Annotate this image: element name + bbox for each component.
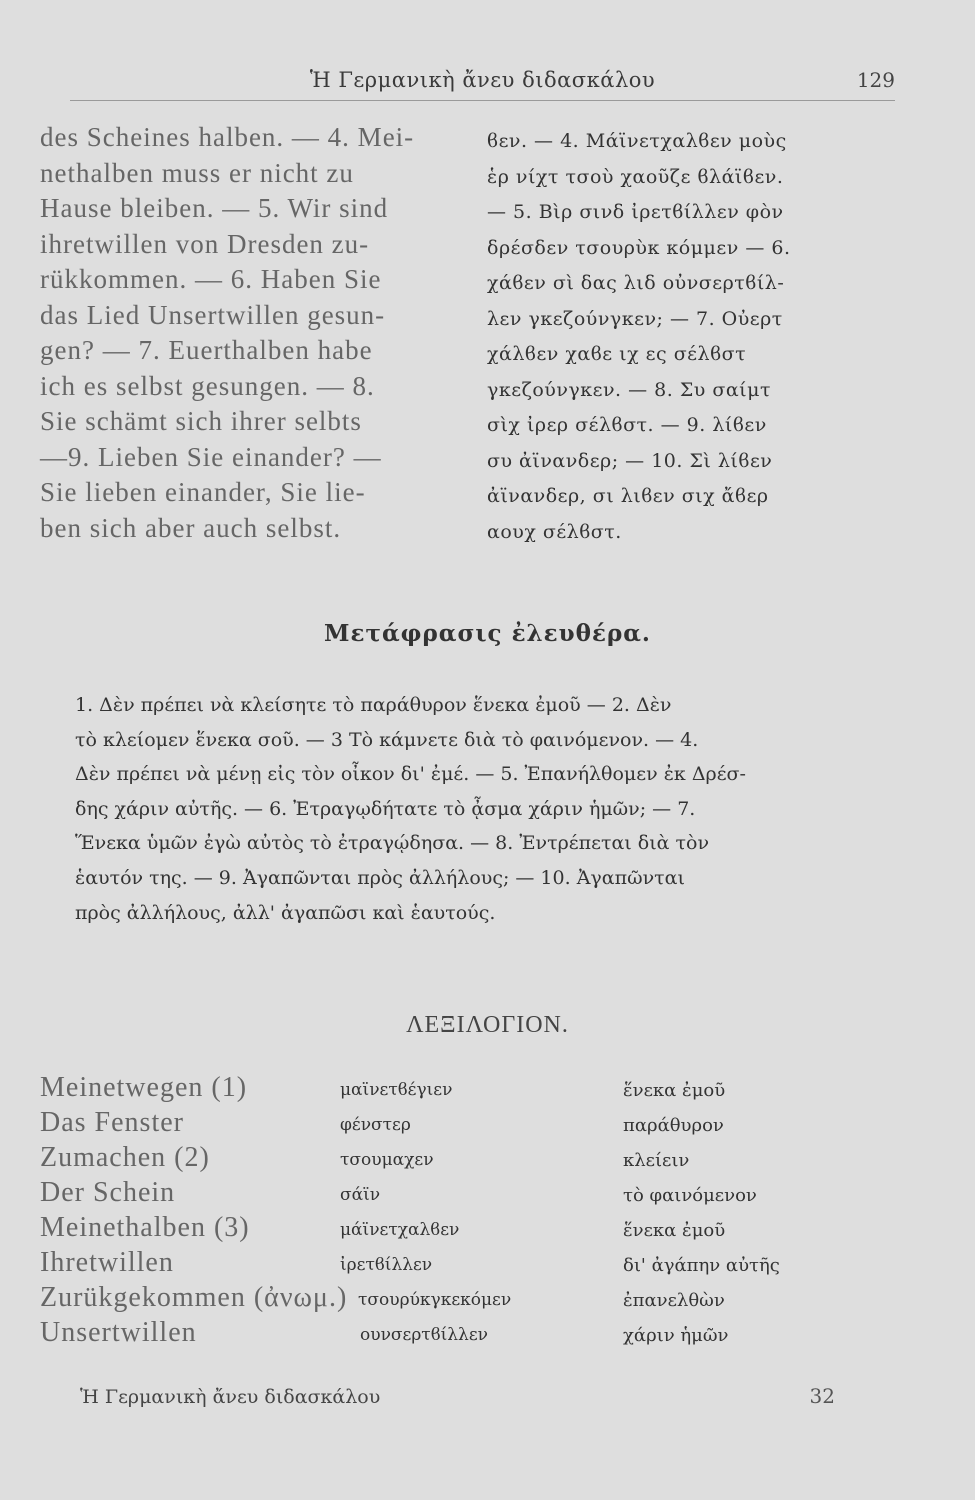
vocab-german: Der Schein [40, 1177, 176, 1208]
vocab-german: Zumachen (2) [40, 1142, 210, 1173]
greek-line: ἀϊνανδερ, σι λιϐεν σιχ ἄϐερ [487, 485, 769, 507]
vocab-transliteration: φένστερ [340, 1115, 411, 1135]
greek-line: γκεζούνγκεν. — 8. Συ σαίμτ [487, 378, 771, 401]
vocabulary-table [40, 1072, 935, 1352]
page-number: 129 [856, 68, 895, 92]
vocab-row [40, 1212, 935, 1247]
vocab-german: Unsertwillen [40, 1317, 197, 1348]
german-line: rükkommen. — 6. Haben Sie [40, 264, 382, 294]
vocab-greek: ἐπανελθὼν [623, 1290, 725, 1311]
vocab-greek: τὸ φαινόμενον [623, 1185, 757, 1206]
german-line: —9. Lieben Sie einander? — [40, 441, 382, 472]
german-line: Hause bleiben. — 5. Wir sind [40, 193, 389, 223]
german-line: gen? — 7. Euerthalben habe [40, 335, 373, 365]
greek-transliteration-column [487, 124, 947, 550]
vocab-greek: κλείειν [623, 1150, 690, 1171]
german-line: Sie schämt sich ihrer selbts [40, 406, 362, 436]
footer-title: Ἡ Γερμανικὴ ἄνευ διδασκάλου [80, 1386, 381, 1408]
vocab-row [40, 1142, 935, 1177]
greek-line: — 5. Βὶρ σινδ ἰρετϐίλλεν φὸν [487, 201, 784, 223]
vocab-transliteration: ἰρετϐίλλεν [340, 1255, 433, 1275]
vocab-german: Zurükgekommen (ἀνωμ.) [40, 1282, 348, 1313]
vocab-row [40, 1247, 935, 1282]
german-line: ihretwillen von Dresden zu- [40, 228, 370, 259]
vocab-transliteration: μάϊνετχαλϐεν [340, 1220, 460, 1240]
vocab-row [40, 1317, 935, 1352]
vocab-greek: ἕνεκα ἐμοῦ [623, 1220, 726, 1241]
vocab-transliteration: σάϊν [340, 1185, 381, 1205]
greek-line: λεν γκεζούνγκεν; — 7. Οὐερτ [487, 307, 783, 330]
vocab-transliteration: τσουρύκγκεκόμεν [358, 1290, 512, 1310]
greek-line: δρέσδεν τσουρὺκ κόμμεν — 6. [487, 236, 791, 259]
greek-line: ἑρ νίχτ τσοὺ χαοῦζε ϐλάϊϐεν. [487, 165, 784, 188]
vocab-row [40, 1107, 935, 1142]
translation-line: 1. Δὲν πρέπει νὰ κλείσητε τὸ παράθυρον ἕνεκα ἐμοῦ — 2. Δὲν [75, 694, 672, 716]
translation-line: δης χάριν αὐτῆς. — 6. Ἐτραγῳδήτατε τὸ ᾆσμα χάριν ἡμῶν; — 7. [75, 797, 696, 820]
free-translation [75, 688, 910, 930]
vocab-german: Ihretwillen [40, 1247, 174, 1278]
vocab-greek: χάριν ἡμῶν [623, 1325, 729, 1346]
vocab-transliteration: ουνσερτϐίλλεν [360, 1325, 488, 1345]
vocab-transliteration: μαϊνετϐέγιεν [340, 1080, 453, 1100]
vocab-german: Meinethalben (3) [40, 1212, 250, 1243]
greek-line: αουχ σέλϐστ. [487, 520, 622, 543]
header-rule [70, 100, 895, 101]
german-line: ich es selbst gesungen. — 8. [40, 370, 375, 401]
lexicon-heading: ΛΕΞΙΛΟΓΙΟΝ. [406, 1012, 569, 1038]
translation-line: πρὸς ἀλλήλους, ἀλλ' ἀγαπῶσι καὶ ἑαυτούς. [75, 901, 496, 924]
running-title: Ἡ Γερμανικὴ ἄνευ διδασκάλου [309, 68, 656, 92]
greek-line: χάϐεν σὶ δας λιδ οὐνσερτϐίλ- [487, 272, 785, 294]
signature-mark: 32 [809, 1384, 835, 1408]
greek-line: ϐεν. — 4. Μάϊνετχαλϐεν μοὺς [487, 130, 787, 152]
vocab-row [40, 1072, 935, 1107]
german-line: Sie lieben einander, Sie lie- [40, 477, 366, 507]
greek-line: χάλϐεν χαϐε ιχ ες σέλϐστ [487, 343, 747, 365]
greek-line: συ ἀϊνανδερ; — 10. Σὶ λίϐεν [487, 449, 773, 472]
exercise-columns [40, 120, 935, 570]
vocab-german: Meinetwegen (1) [40, 1072, 248, 1103]
vocab-german: Das Fenster [40, 1107, 184, 1138]
vocab-greek: παράθυρον [623, 1115, 724, 1136]
page-header [70, 68, 895, 98]
vocab-row [40, 1282, 935, 1317]
translation-line: Ἕνεκα ὑμῶν ἐγὼ αὐτὸς τὸ ἐτραγῴδησα. — 8. Ἐντρέπεται διὰ τὸν [75, 832, 710, 855]
german-line: das Lied Unsertwillen gesun- [40, 299, 386, 330]
german-line: nethalben muss er nicht zu [40, 157, 354, 188]
german-column [40, 120, 460, 546]
german-line: des Scheines halben. — 4. Mei- [40, 122, 415, 152]
translation-line: ἑαυτόν της. — 9. Ἀγαπῶνται πρὸς ἀλλήλους; — 10. Ἀγαπῶνται [75, 866, 685, 889]
greek-line: σὶχ ἰρερ σέλϐστ. — 9. λίϐεν [487, 414, 767, 436]
translation-line: Δὲν πρέπει νὰ μένῃ εἰς τὸν οἶκον δι' ἐμέ. — 5. Ἐπανήλθομεν ἐκ Δρέσ- [75, 763, 746, 786]
vocab-row [40, 1177, 935, 1212]
vocab-transliteration: τσουμαχεν [340, 1150, 434, 1170]
translation-line: τὸ κλείομεν ἕνεκα σοῦ. — 3 Τὸ κάμνετε διὰ τὸ φαινόμενον. — 4. [75, 728, 699, 751]
german-line: ben sich aber auch selbst. [40, 512, 342, 543]
vocab-greek: δι' ἀγάπην αὐτῆς [623, 1255, 780, 1276]
free-translation-heading: Μετάφρασις ἐλευθέρα. [324, 620, 651, 647]
vocab-greek: ἕνεκα ἐμοῦ [623, 1080, 726, 1101]
